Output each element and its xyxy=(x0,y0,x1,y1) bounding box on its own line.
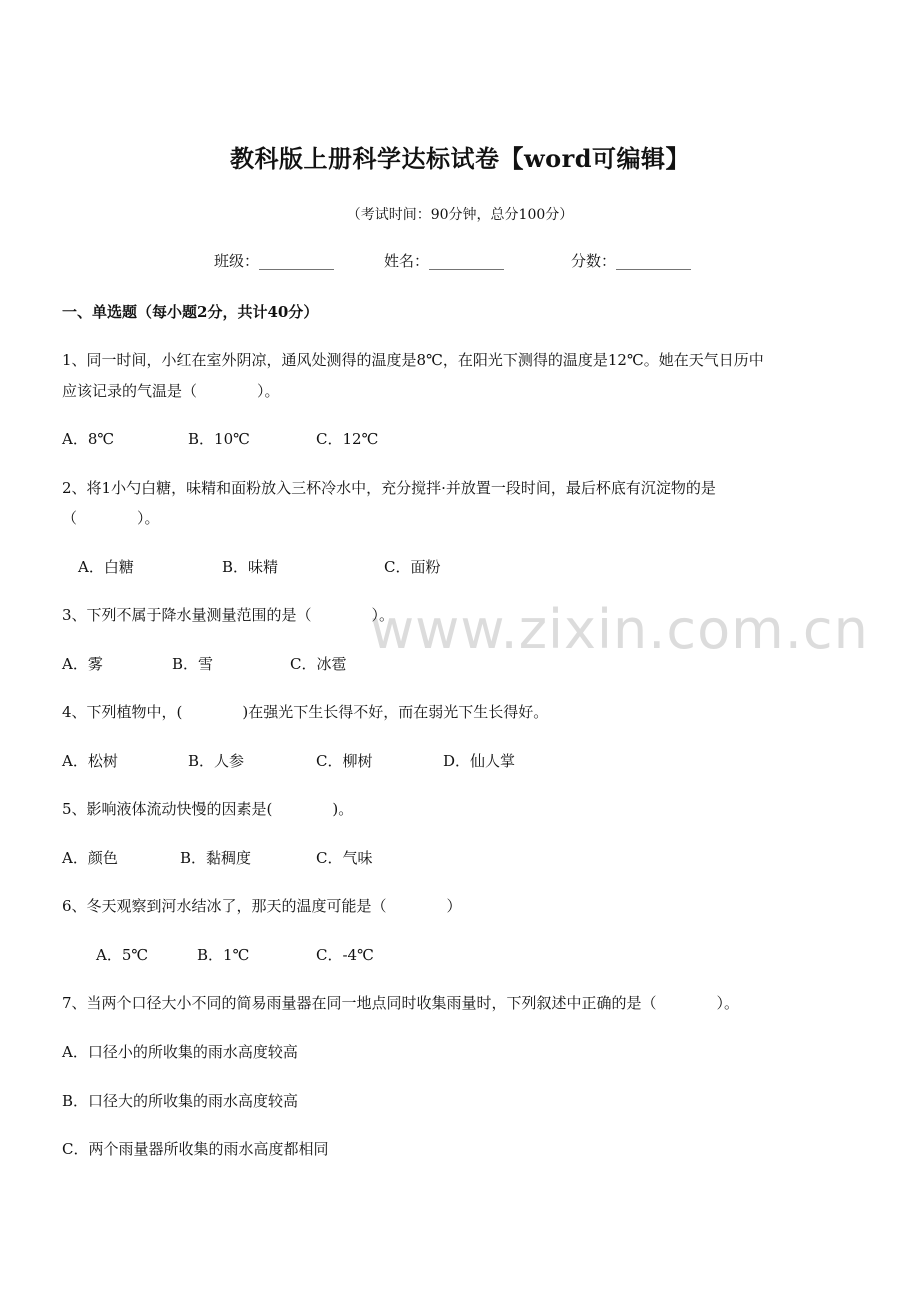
section-title: 一、单选题（每小题2分，共计40分） xyxy=(62,303,319,321)
question-3-line-1: 3、下列不属于降水量测量范围的是（ ）。 xyxy=(62,606,395,624)
question-4-line-1: 4、下列植物中，( )在强光下生长得不好，而在弱光下生长得好。 xyxy=(62,703,549,721)
question-6-option-a: A．5℃ xyxy=(96,946,149,964)
question-1-option-c: C．12℃ xyxy=(316,430,379,448)
question-1-option-a: A．8℃ xyxy=(62,430,115,448)
question-2-option-c: C．面粉 xyxy=(384,558,441,576)
question-6-option-c: C．-4℃ xyxy=(316,946,374,964)
question-3-option-a: A．雾 xyxy=(62,655,103,673)
name-field: 姓名：__________ xyxy=(384,252,505,270)
question-2-line-1: 2、将1小勺白糖，味精和面粉放入三杯冷水中，充分搅拌·并放置一段时间，最后杯底有沉淀物的是 xyxy=(62,479,716,497)
question-4-option-b: B．人参 xyxy=(188,752,245,770)
question-3-option-b: B．雪 xyxy=(172,655,214,673)
question-5-option-c: C．气味 xyxy=(316,849,373,867)
question-5-line-1: 5、影响液体流动快慢的因素是( )。 xyxy=(62,800,354,818)
question-5-option-a: A．颜色 xyxy=(62,849,118,867)
watermark: www.zixin.com.cn xyxy=(370,598,869,661)
question-7-option-b: B．口径大的所收集的雨水高度较高 xyxy=(62,1092,299,1110)
question-4-option-c: C．柳树 xyxy=(316,752,373,770)
question-2-line-2: （ ）。 xyxy=(62,509,160,527)
question-1-option-b: B．10℃ xyxy=(188,430,250,448)
question-1-line-2: 应该记录的气温是（ ）。 xyxy=(62,382,280,400)
question-4-option-a: A．松树 xyxy=(62,752,118,770)
question-6-line-1: 6、冬天观察到河水结冰了，那天的温度可能是（ ） xyxy=(62,897,462,915)
question-7-line-1: 7、当两个口径大小不同的简易雨量器在同一地点同时收集雨量时，下列叙述中正确的是（ ）。 xyxy=(62,994,740,1012)
question-7-option-c: C．两个雨量器所收集的雨水高度都相同 xyxy=(62,1140,329,1158)
exam-title: 教科版上册科学达标试卷【word可编辑】 xyxy=(229,144,691,173)
question-3-option-c: C．冰雹 xyxy=(290,655,347,673)
question-7-option-a: A．口径小的所收集的雨水高度较高 xyxy=(62,1043,298,1061)
question-5-option-b: B．黏稠度 xyxy=(180,849,252,867)
score-field: 分数：__________ xyxy=(571,252,692,270)
exam-subtitle: （考试时间：90分钟，总分100分） xyxy=(346,207,574,223)
question-2-option-a: A．白糖 xyxy=(78,558,134,576)
question-1-line-1: 1、同一时间，小红在室外阴凉，通风处测得的温度是8℃，在阳光下测得的温度是12℃。她在天气日历中 xyxy=(62,351,764,369)
class-field: 班级：__________ xyxy=(214,252,335,270)
question-2-option-b: B．味精 xyxy=(222,558,279,576)
question-4-option-d: D．仙人掌 xyxy=(443,752,516,770)
question-6-option-b: B．1℃ xyxy=(197,946,250,964)
